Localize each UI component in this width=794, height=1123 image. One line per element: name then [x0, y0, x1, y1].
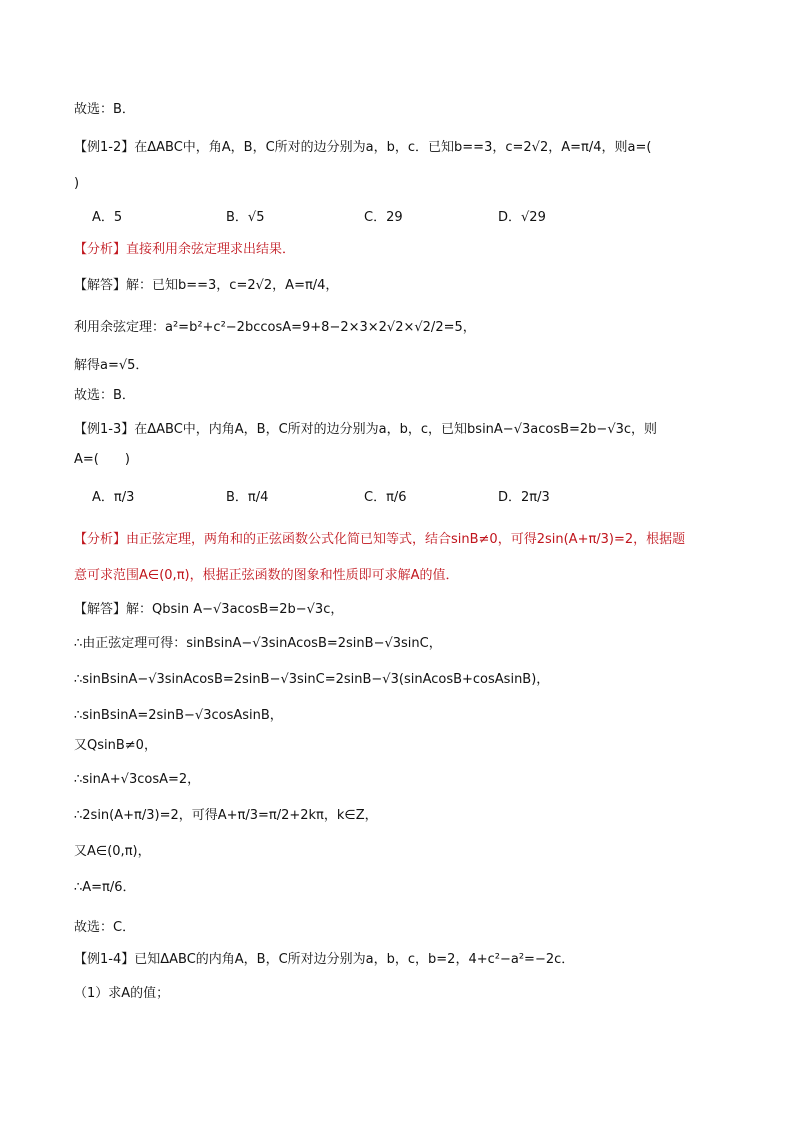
option-b: B．π/4: [226, 490, 269, 505]
solution-line: ∴2sin(A+π/3)=2，可得A+π/3=π/2+2kπ，k∈Z，: [74, 808, 378, 823]
analysis-line: 【分析】由正弦定理，两角和的正弦函数公式化简已知等式，结合sinB≠0，可得2sin(A+π/3)=2，根据题: [74, 532, 686, 547]
example-1-2-stem-end: ): [74, 176, 80, 191]
example-1-4-part-1: （1）求A的值；: [74, 986, 170, 1001]
solution-line: ∴由正弦定理可得：sinBsinA−√3sinAcosB=2sinB−√3sinC，: [74, 636, 442, 651]
example-1-4-stem: 【例1-4】已知ΔABC的内角A，B，C所对边分别为a，b，c，b=2，4+c²−a²=−2c．: [74, 952, 575, 967]
option-d: D．2π/3: [498, 490, 550, 505]
solution-line: 【解答】解：已知b==3，c=2√2，A=π/4，: [74, 278, 339, 293]
option-c: C．π/6: [364, 490, 407, 505]
solution-line: ∴A=π/6．: [74, 880, 136, 895]
option-b: B．√5: [226, 210, 265, 225]
solution-line: 解得a=√5．: [74, 358, 149, 373]
answer-line: 故选：B．: [74, 388, 135, 403]
solution-line: ∴sinA+√3cosA=2，: [74, 772, 201, 787]
analysis-line: 意可求范围A∈(0,π)，根据正弦函数的图象和性质即可求解A的值．: [74, 568, 459, 583]
example-1-2-stem: 【例1-2】在ΔABC中，角A，B，C所对的边分别为a，b，c．已知b==3，c=2√2，A=π/4，则a=(: [74, 140, 652, 155]
option-a: A．π/3: [92, 490, 135, 505]
analysis-line: 【分析】直接利用余弦定理求出结果．: [74, 242, 296, 257]
option-c: C．29: [364, 210, 403, 225]
solution-line: ∴sinBsinA=2sinB−√3cosAsinB，: [74, 708, 283, 723]
solution-line: 利用余弦定理：a²=b²+c²−2bccosA=9+8−2×3×2√2×√2/2=5，: [74, 320, 476, 335]
solution-line: 又QsinB≠0，: [74, 738, 157, 753]
solution-line: 又A∈(0,π)，: [74, 844, 151, 859]
option-d: D．√29: [498, 210, 546, 225]
example-1-3-stem-end: A=( ): [74, 452, 130, 467]
example-1-3-stem: 【例1-3】在ΔABC中，内角A，B，C所对的边分别为a，b，c，已知bsinA−√3acosB=2b−√3c，则: [74, 422, 658, 437]
option-a: A．5: [92, 210, 123, 225]
answer-line: 故选：C．: [74, 920, 136, 935]
answer-line: 故选：B．: [74, 102, 135, 117]
solution-line: ∴sinBsinA−√3sinAcosB=2sinB−√3sinC=2sinB−√3(sinAcosB+cosAsinB)，: [74, 672, 550, 687]
solution-line: 【解答】解：Qbsin A−√3acosB=2b−√3c，: [74, 602, 344, 617]
